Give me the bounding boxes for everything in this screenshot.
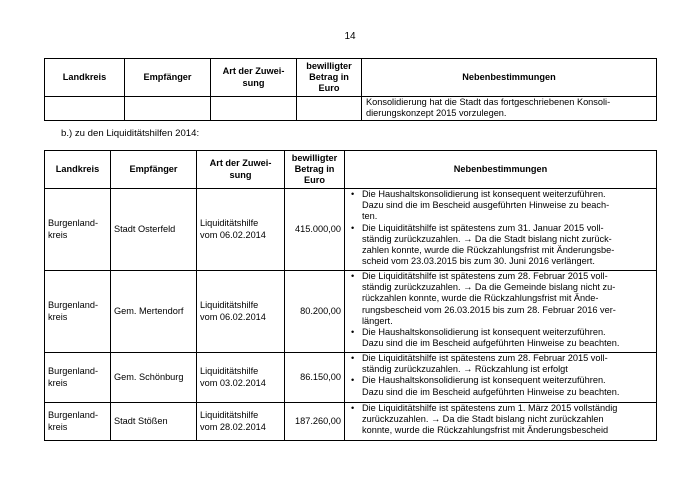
text-line: Die Haushaltskonsolidierung ist konsequent weiterzuführen. <box>362 189 606 199</box>
empfaenger-cell: Gem. Mertendorf <box>111 271 197 353</box>
page-number: 14 <box>344 31 356 42</box>
text-line: vom 06.02.2014 <box>200 311 266 322</box>
betrag-cell: 415.000,00 <box>285 189 345 271</box>
bullet-icon: • <box>351 271 355 281</box>
text-line: Burgenland- <box>48 300 99 311</box>
header-empfaenger: Empfänger <box>111 151 197 189</box>
text-line: Konsolidierung hat die Stadt das fortgeschriebenen Konsoli- <box>366 97 611 107</box>
table-header-row <box>45 151 657 189</box>
text-line: vom 28.02.2014 <box>200 421 266 432</box>
betrag-cell: 80.200,00 <box>285 271 345 353</box>
header-betrag-line: Betrag in <box>294 163 335 174</box>
art-cell <box>197 271 285 353</box>
empty-cell <box>211 97 297 121</box>
betrag-cell: 86.150,00 <box>285 353 345 403</box>
header-art-line: sung <box>229 169 252 180</box>
header-betrag-line: bewilligter <box>291 152 338 163</box>
header-betrag <box>297 59 362 97</box>
text-line: konnte, wurde die Rückzahlungsfrist mit Änderungsbescheid <box>362 425 609 436</box>
header-landkreis: Landkreis <box>45 59 125 97</box>
list-item <box>349 403 652 437</box>
continuation-table <box>44 58 657 121</box>
table-row <box>45 271 657 353</box>
text-line: Liquiditätshilfe <box>200 410 259 421</box>
text-line: Liquiditätshilfe <box>200 366 259 377</box>
empfaenger-cell: Gem. Schönburg <box>111 353 197 403</box>
landkreis-cell <box>45 271 111 353</box>
header-landkreis: Landkreis <box>45 151 111 189</box>
nebenbestimmungen-cell <box>345 189 657 271</box>
text-line: ten. <box>362 211 378 222</box>
text-line: dierungskonzept 2015 vorzulegen. <box>366 108 507 119</box>
header-art <box>211 59 297 97</box>
header-betrag-line: bewilligter <box>306 60 352 71</box>
text-line: Dazu sind die im Bescheid ausgeführten Hinweise zu beach- <box>362 200 610 211</box>
landkreis-cell <box>45 189 111 271</box>
empty-cell <box>45 97 125 121</box>
text-line: zurückzuzahlen. → Da die Stadt bislang nicht zurückzahlen <box>362 414 604 425</box>
header-art-line: Art der Zuwei- <box>222 66 285 77</box>
text-line: Burgenland- <box>48 218 99 229</box>
text-line: kreis <box>48 229 68 240</box>
betrag-cell: 187.260,00 <box>285 403 345 441</box>
text-line: kreis <box>48 377 68 388</box>
text-line: kreis <box>48 421 68 432</box>
text-line: Die Haushaltskonsolidierung ist konsequent weiterzuführen. <box>362 327 606 338</box>
nebenbestimmungen-continuation <box>362 97 657 121</box>
list-item <box>349 353 652 375</box>
header-betrag-line: Betrag in <box>309 71 349 82</box>
empty-cell <box>125 97 211 121</box>
text-line: Liquiditätshilfe <box>200 218 259 229</box>
liquiditaetshilfen-table <box>44 150 657 441</box>
header-art-line: Art der Zuwei- <box>209 158 272 169</box>
text-line: ständig zurückzuzahlen. → Da die Gemeinde bislang nicht zu- <box>362 282 616 293</box>
landkreis-cell <box>45 353 111 403</box>
text-line: rückzahlen konnte, wurde die Rückzahlungsfrist mit Ände- <box>362 293 599 304</box>
list-item <box>349 223 652 268</box>
text-line: Dazu sind die im Bescheid aufgeführten Hinweise zu beachten. <box>362 338 620 349</box>
text-line: Die Liquiditätshilfe ist spätestens zum 31. Januar 2015 voll- <box>362 222 604 233</box>
header-empfaenger: Empfänger <box>125 59 211 97</box>
text-line: Burgenland- <box>48 410 99 421</box>
bullet-icon: • <box>351 222 355 233</box>
header-art-line: sung <box>242 77 265 88</box>
section-heading: b.) zu den Liquiditätshilfen 2014: <box>61 128 200 139</box>
text-line: Burgenland- <box>48 366 99 377</box>
text-line: vom 06.02.2014 <box>200 229 266 240</box>
nebenbestimmungen-cell <box>345 271 657 353</box>
text-line: kreis <box>48 311 68 322</box>
text-line: Die Liquiditätshilfe ist spätestens zum 1. März 2015 vollständig <box>362 403 618 413</box>
text-line: Liquiditätshilfe <box>200 300 259 311</box>
table-row <box>45 403 657 441</box>
text-line: zahlen konnte, wurde die Rückzahlungsfrist mit Änderungsbe- <box>362 245 615 256</box>
text-line: Dazu sind die im Bescheid aufgeführten Hinweise zu beachten. <box>362 386 620 397</box>
list-item <box>349 375 652 397</box>
bullet-list <box>349 353 652 398</box>
bullet-icon: • <box>351 327 355 338</box>
table-row <box>45 353 657 403</box>
bullet-list <box>349 271 652 349</box>
text-line: ständig zurückzuzahlen. → Rückzahlung ist erfolgt <box>362 364 568 375</box>
art-cell <box>197 403 285 441</box>
text-line: Die Liquiditätshilfe ist spätestens zum 28. Februar 2015 voll- <box>362 271 608 281</box>
nebenbestimmungen-cell <box>345 403 657 441</box>
landkreis-cell <box>45 403 111 441</box>
bullet-icon: • <box>351 403 355 413</box>
bullet-list <box>349 189 652 267</box>
empty-cell <box>297 97 362 121</box>
bullet-icon: • <box>351 189 355 199</box>
empfaenger-cell: Stadt Osterfeld <box>111 189 197 271</box>
text-line: Die Haushaltskonsolidierung ist konsequent weiterzuführen. <box>362 375 606 386</box>
list-item <box>349 189 652 223</box>
header-betrag <box>285 151 345 189</box>
list-item <box>349 327 652 349</box>
header-nebenbestimmungen: Nebenbestimmungen <box>362 59 657 97</box>
art-cell <box>197 189 285 271</box>
bullet-list <box>349 403 652 437</box>
text-line: ständig zurückzuzahlen. → Da die Stadt bislang nicht zurück- <box>362 233 612 244</box>
bullet-icon: • <box>351 353 355 363</box>
empfaenger-cell: Stadt Stößen <box>111 403 197 441</box>
nebenbestimmungen-cell <box>345 353 657 403</box>
text-line: Die Liquiditätshilfe ist spätestens zum 28. Februar 2015 voll- <box>362 353 608 363</box>
list-item <box>349 271 652 327</box>
text-line: rungsbescheid vom 26.03.2015 bis zum 28. Februar 2016 ver- <box>362 304 616 315</box>
header-betrag-line: Euro <box>318 83 340 94</box>
bullet-icon: • <box>351 375 355 386</box>
art-cell <box>197 353 285 403</box>
header-nebenbestimmungen: Nebenbestimmungen <box>345 151 657 189</box>
text-line: vom 03.02.2014 <box>200 377 266 388</box>
header-betrag-line: Euro <box>304 175 325 186</box>
text-line: längert. <box>362 315 393 326</box>
table-row <box>45 189 657 271</box>
text-line: scheid vom 23.03.2015 bis zum 30. Juni 2016 verlängert. <box>362 256 595 267</box>
table-header-row <box>45 59 657 97</box>
table-row <box>45 97 657 121</box>
header-art <box>197 151 285 189</box>
